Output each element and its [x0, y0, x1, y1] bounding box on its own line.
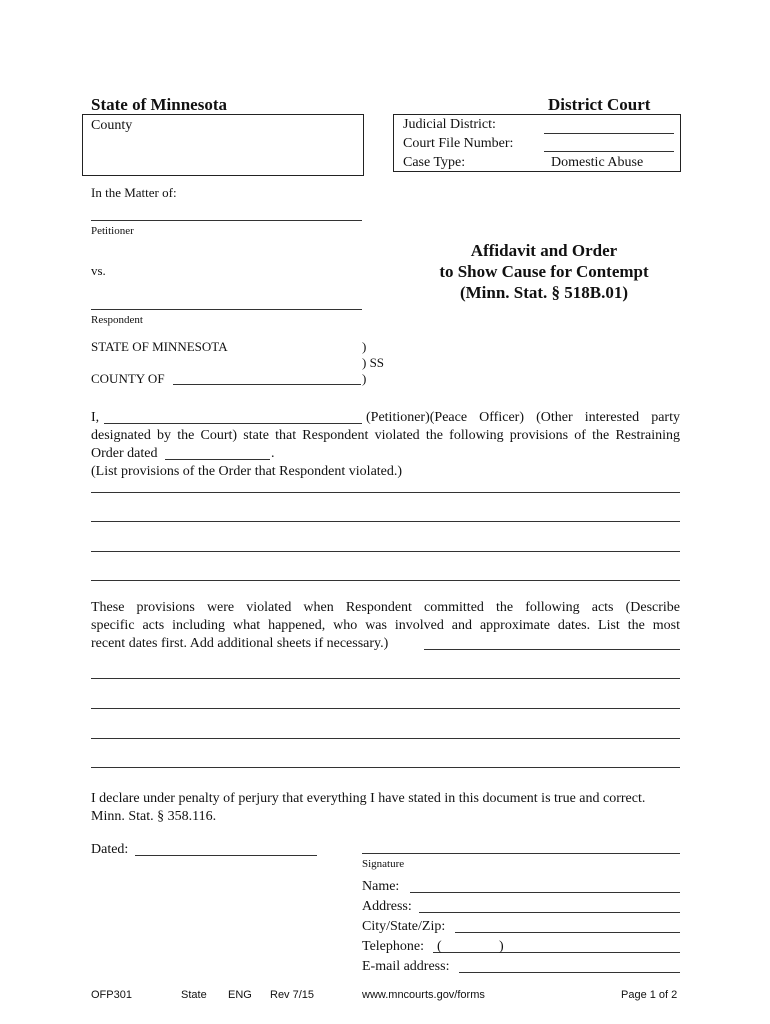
- acts-line-3: recent dates first. Add additional sheets if necessary.): [91, 636, 389, 651]
- order-dated-label: Order dated: [91, 446, 158, 461]
- venue-state: STATE OF MINNESOTA: [91, 339, 228, 354]
- case-type-label: Case Type:: [403, 155, 466, 170]
- vs-label: vs.: [91, 263, 106, 278]
- name-field[interactable]: [410, 892, 680, 893]
- signature-label: Signature: [362, 858, 405, 870]
- respondent-label: Respondent: [91, 314, 143, 326]
- case-type-value: Domestic Abuse: [551, 155, 644, 170]
- footer-language: ENG: [228, 989, 252, 1001]
- footer-url[interactable]: www.mncourts.gov/forms: [362, 989, 485, 1001]
- footer-state: State: [181, 989, 207, 1001]
- footer-revision: Rev 7/15: [270, 989, 315, 1001]
- acts-line-field-4[interactable]: [91, 767, 680, 768]
- dated-label: Dated:: [91, 842, 129, 857]
- acts-line-1: These provisions were violated when Respondent committed the following acts (Describe: [91, 600, 680, 615]
- dated-field[interactable]: [135, 855, 317, 856]
- telephone-close-paren: ): [499, 939, 504, 954]
- affidavit-line-2: designated by the Court) state that Respondent violated the following provisions of the Restraining: [91, 428, 680, 443]
- email-label: E-mail address:: [362, 959, 450, 974]
- matter-of-label: In the Matter of:: [91, 185, 177, 200]
- acts-line-field-3[interactable]: [91, 738, 680, 739]
- order-dated-period: .: [271, 446, 275, 461]
- case-info-box: [393, 114, 681, 172]
- signature-field[interactable]: [362, 853, 680, 854]
- acts-line-field-2[interactable]: [91, 708, 680, 709]
- affiant-i-label: I,: [91, 410, 100, 425]
- state-heading: State of Minnesota: [91, 95, 227, 114]
- footer-form-id: OFP301: [91, 989, 132, 1001]
- order-date-field[interactable]: [165, 459, 270, 460]
- county-box[interactable]: [82, 114, 364, 176]
- provisions-line-3[interactable]: [91, 551, 680, 552]
- court-file-label: Court File Number:: [403, 136, 514, 151]
- acts-line-2: specific acts including what happened, who was involved and approximate dates. List the most: [91, 618, 680, 633]
- court-file-field[interactable]: [544, 151, 674, 152]
- provisions-instruction: (List provisions of the Order that Respondent violated.): [91, 464, 403, 479]
- address-field[interactable]: [419, 912, 680, 913]
- venue-ss: ) SS: [362, 355, 385, 370]
- declaration-line-2: Minn. Stat. § 358.116.: [91, 809, 217, 824]
- petitioner-field[interactable]: [91, 220, 362, 221]
- petitioner-label: Petitioner: [91, 225, 134, 237]
- title-line-2: to Show Cause for Contempt: [439, 262, 649, 281]
- venue-paren-1: ): [362, 339, 367, 354]
- telephone-label: Telephone:: [362, 939, 424, 954]
- acts-line-field-1[interactable]: [91, 678, 680, 679]
- venue-county-label: COUNTY OF: [91, 371, 165, 386]
- affiant-name-field[interactable]: [104, 423, 362, 424]
- declaration-line-1: I declare under penalty of perjury that everything I have stated in this document is true and correct.: [91, 791, 646, 806]
- provisions-line-1[interactable]: [91, 492, 680, 493]
- telephone-field[interactable]: [433, 952, 680, 953]
- venue-county-field[interactable]: [173, 384, 361, 385]
- document-title: [400, 240, 688, 303]
- provisions-line-4[interactable]: [91, 580, 680, 581]
- county-label: County: [91, 118, 133, 133]
- city-state-zip-field[interactable]: [455, 932, 680, 933]
- city-state-zip-label: City/State/Zip:: [362, 919, 446, 934]
- footer-page-number: Page 1 of 2: [621, 989, 678, 1001]
- address-label: Address:: [362, 899, 412, 914]
- name-label: Name:: [362, 879, 400, 894]
- respondent-field[interactable]: [91, 309, 362, 310]
- judicial-district-label: Judicial District:: [403, 117, 496, 132]
- title-line-3: (Minn. Stat. § 518B.01): [459, 283, 629, 302]
- title-line-1: Affidavit and Order: [470, 241, 618, 260]
- judicial-district-field[interactable]: [544, 133, 674, 134]
- affiant-roles: (Petitioner)(Peace Officer) (Other interested party: [366, 410, 680, 425]
- telephone-open-paren: (: [437, 939, 442, 954]
- acts-inline-field[interactable]: [424, 649, 680, 650]
- venue-paren-3: ): [362, 371, 367, 386]
- provisions-line-2[interactable]: [91, 521, 680, 522]
- court-heading: District Court: [548, 95, 651, 114]
- email-field[interactable]: [459, 972, 680, 973]
